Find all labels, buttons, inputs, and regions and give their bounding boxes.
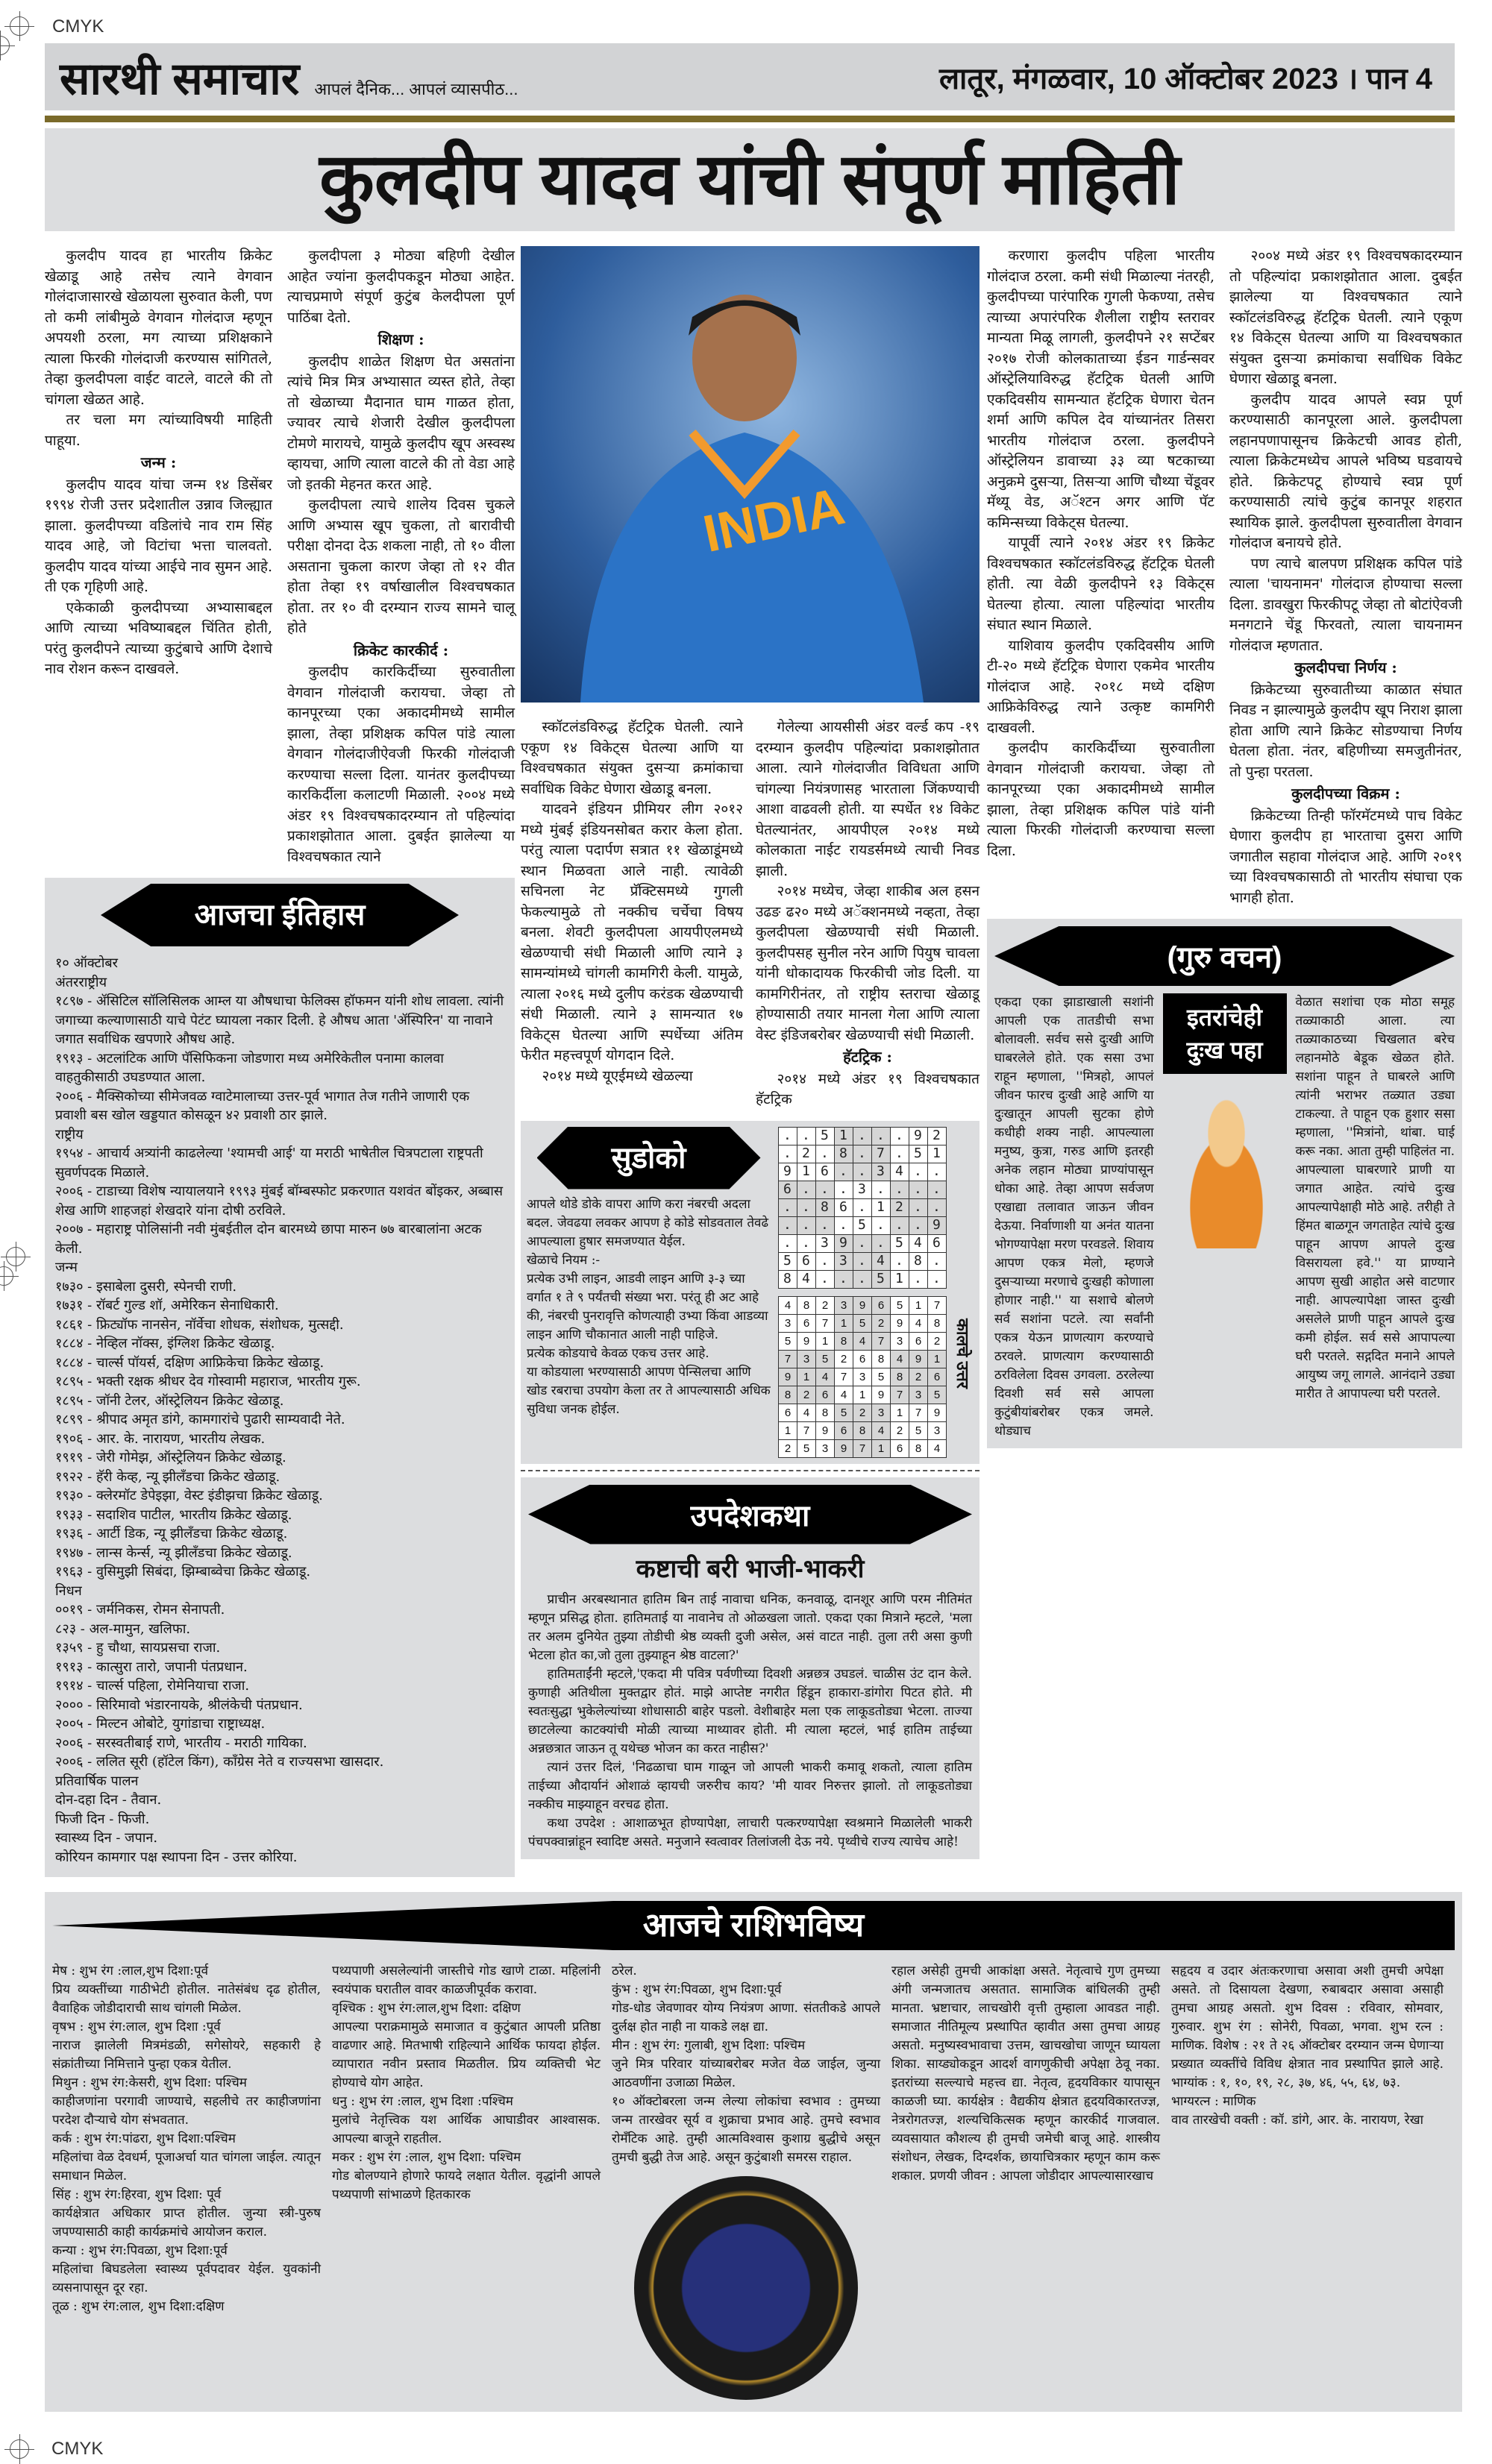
sudoku-cell: 3 [891, 1332, 909, 1350]
sudoku-cell: 8 [928, 1314, 947, 1332]
guru-banner [994, 926, 1455, 986]
sudoku-puzzle-row[interactable]: 916..34.. [783, 1163, 951, 1179]
article-column-2 [287, 246, 515, 867]
article-paragraph: कुलदीप कारकिर्दीच्या सुरुवातीला वेगवान गोलंदाजी करायचा. जेव्हा तो कानपूरच्या एका अकादमीमध्ये सामील झाला, तेव्हा प्रशिक्षक कपिल पांडे यांनी त्याला फिरकी गोलंदाजी करण्याचा सल्ला दिला. [987, 740, 1214, 859]
sudoku-cell: 4 [779, 1296, 797, 1314]
sudoku-cell: 1 [928, 1350, 947, 1368]
article-paragraph: पण त्याचे बालपण प्रशिक्षक कपिल पांडे त्याला 'चायनामन' गोलंदाज होण्याचा सल्ला दिला. डावखुरा फिरकीपटू जेव्हा तो बोटांऐवजी मनगटाने चेंडू फिरवतो, त्याला चायनामन गोलंदाज म्हणतात. [1229, 555, 1462, 654]
history-entry: १९१३ - अटलांटिक आणि पॅसिफिकना जोडणारा मध्य अमेरिकेतील पनामा कालवा वाहतुकीसाठी उघडण्यात आला. [55, 1050, 444, 1085]
sudoku-cell: 4 [891, 1350, 909, 1368]
history-entry: निधन [55, 1583, 82, 1599]
sudoku-puzzle-row[interactable]: ..51...92 [783, 1127, 951, 1143]
history-entry: १९१९ - जेरी गोमेझ, ऑस्ट्रेलियन क्रिकेट खेळाडू. [55, 1450, 286, 1465]
history-entry: १९३६ - आर्टी डिक, न्यू झीलँडचा क्रिकेट खेळाडू. [55, 1526, 288, 1541]
article-paragraph: २०१४ मध्ये अंडर १९ विश्वचषकात हॅटट्रिक [756, 1070, 979, 1107]
story-paragraph: त्यानं उत्तर दिलं, 'निढळाचा घाम गाळून जो आपली भाकरी कमावू शकतो, त्याला हातिम ताईच्या औदार्यानं ओशाळं व्हायची जरुरीच काय? 'मी यावर निरुत्तर झालो. तो लाकूडतोड्या नक्कीच माझ्याहून वरचढ होता. [528, 1759, 972, 1812]
sudoku-cell: 8 [835, 1332, 853, 1350]
sudoku-puzzle-row[interactable]: 6...3.... [783, 1181, 951, 1197]
history-entry: फिजी दिन - फिजी. [55, 1811, 150, 1827]
article-column-5 [987, 246, 1214, 861]
sudoku-cell: 6 [909, 1332, 928, 1350]
sudoku-cell: 2 [891, 1421, 909, 1439]
sudoku-cell: 6 [779, 1404, 797, 1421]
history-entry: २००६ - टाडाच्या विशेष न्यायालयाने १९९३ मुंबई बॉम्बस्फोट प्रकरणात यशवंत बोंइकर, अब्बास शेख आणि शाहजहां शेखदारे यांना दोषी ठरविले. [55, 1184, 504, 1219]
sudoku-cell: 8 [816, 1404, 835, 1421]
registration-mark [6, 1247, 25, 1266]
history-section [45, 878, 515, 1877]
sudoku-cell: 3 [928, 1421, 947, 1439]
history-entry: १९५४ - आचार्य अत्र्यांनी काढलेल्या 'श्यामची आई' या मराठी भाषेतील चित्रपटाला राष्ट्रपती सुवर्णपदक मिळाले. [55, 1145, 483, 1181]
sudoku-puzzle-row[interactable]: ....5...9 [783, 1216, 951, 1233]
history-entry: १८९९ - श्रीपाद अमृत डांगे, कामगारांचे पुढारी साम्यवादी नेते. [55, 1412, 345, 1427]
history-entry: १९४७ - लान्स केर्न्स, न्यू झीलँडचा क्रिकेट खेळाडू. [55, 1544, 292, 1561]
sudoku-cell: 6 [891, 1439, 909, 1457]
article-paragraph: क्रिकेटच्या सुरुवातीच्या काळात संघात निवड न झाल्यामुळे कुलदीप खूप निराश झाला होता आणि त्याने क्रिकेट सोडण्याचा निर्णय घेतला होता. नंतर, बहिणीच्या समजुतीनंतर, तो पुन्हा परतला. [1229, 681, 1462, 780]
section-subheading: कुलदीपच्या विक्रम : [1291, 785, 1400, 802]
upadesh-subtitle: कष्टाची बरी भाजी-भाकरी [636, 1554, 865, 1583]
sudoku-puzzle-row[interactable]: 84...51.. [783, 1270, 951, 1286]
section-subheading: जन्म : [140, 453, 177, 471]
sudoku-cell: 6 [853, 1350, 872, 1368]
history-entry: अंतरराष्ट्रीय [55, 974, 107, 990]
sudoku-cell: 4 [797, 1404, 816, 1421]
sudoku-cell: 7 [779, 1350, 797, 1368]
history-entry: २००७ - महाराष्ट्र पोलिसांनी नवी मुंबईतील दोन बारमध्ये छापा मारुन ७७ बारबालांना अटक केली. [55, 1222, 482, 1257]
history-entry: २००० - सिरिमावो भंडारनायके, श्रीलंकेची पंतप्रधान. [55, 1697, 303, 1713]
upadesh-banner [528, 1485, 972, 1544]
sudoku-intro: आपले थोडे डोके वापरा आणि करा नंबरची अदला बदल. जेवढया लवकर आपण हे कोडे सोडवताल तेवढे आपल्याला हुषार समजण्यात येईल. [527, 1196, 769, 1249]
sudoku-rule: प्रत्येक उभी लाइन, आडवी लाइन आणि ३-३ च्या वर्गात १ ते ९ पर्यंतची संख्या भरा. परंतू ही अट आहे की, नंबरची पुनरावृत्ति कोणत्याही उभ्या किंवा आडव्या लाइन आणि चौकानात आली नाही पाहिजे. [527, 1271, 768, 1342]
horoscope-col-2: पथ्यपाणी असलेल्यांनी जास्तीचे गोड खाणे टाळा. महिलांनी स्वयंपाक घरातील वावर काळजीपूर्वक करावा. वृश्चिक : शुभ रंग:लाल,शुभ दिशा: दक्षिण आपल्या पराक्रमामुळे समाजात व कुटुंबात आपली प्रतिष्ठा वाढणार आहे. मितभाषी राहिल्याने आर्थिक फायदा होईल. व्यापारात नवीन प्रस्ताव मिळतील. प्रिय व्यक्तिची भेट होण्याचे योग आहेत. धनु : शुभ रंग :लाल, शुभ दिशा :पश्चिम मुलांचे नेतृत्त्विक यश आर्थिक आघाडीवर आश्वासक. आपल्या बाजूने राहतील. मकर : शुभ रंग :लाल, शुभ दिशा: पश्चिम गोड बोलण्याने होणारे फायदे लक्षात येतील. वृद्धांनी आपले पथ्यपाणी सांभाळणे हितकारक [332, 1964, 601, 2202]
sudoku-cell: 7 [853, 1439, 872, 1457]
history-entry: ८२३ - अल-मामुन, खलिफा. [55, 1621, 191, 1637]
sudoku-cell: 1 [816, 1332, 835, 1350]
sudoku-cell: 1 [779, 1421, 797, 1439]
sudoku-cell: 3 [779, 1314, 797, 1332]
story-paragraph: हातिमताईंनी म्हटले,'एकदा मी पवित्र पर्वणीच्या दिवशी अन्नछत्र उघडलं. चाळीस उंट दान केले. कुणाही अतिथीला मुक्तद्वार होतं. माझे आप्तेष्ट नगरीत हिंडून हाकारा-डांगोरा पिटत होते. मी स्वतःसुद्धा भुकेलेल्यांच्या शोधासाठी बाहेर पडलो. वेशीबाहेर मला एक लाकूडतोड्या भेटला. ताज्या छाटलेल्या काटक्यांची मोळी त्याच्या माथ्यावर होती. मी त्याला म्हटलं, भाई हातिम ताईच्या अन्नछत्रात जाऊन तू यथेच्छ भोजन का करत नाहीस?' [528, 1666, 972, 1756]
article-paragraph: तर चला मग त्यांच्याविषयी माहिती पाहूया. [45, 412, 272, 449]
article-column-6 [1229, 246, 1462, 908]
article-paragraph: गेलेल्या आयसीसी अंडर वर्ल्ड कप -१९ दरम्यान कुलदीप पहिल्यांदा प्रकाशझोतात आला. त्याने गोलंदाजीत विविधता आणि चांगल्या नियंत्रणासह भारताला जिंकण्याची आशा वाढवली होती. या स्पर्धेत १४ विकेट घेतल्यानंतर, आयपीएल २०१४ मध्ये कोलकाता नाईट रायडर्समध्ये त्याची निवड झाली. [756, 719, 979, 879]
sudoku-rule: प्रत्येक कोडयाचे केवळ एकच उत्तर आहे. [527, 1345, 709, 1361]
story-moral: कथा उपदेश : आशाळभूत होण्यापेक्षा, लाचारी पत्करण्यापेक्षा स्वश्रमाने मिळालेली भाकरी पंचपक्वान्नांहून स्वादिष्ट असते. मनुजाने स्वत्वावर तिलांजली देऊ नये. पृथ्वीचे राज्य त्याचेच आहे! [528, 1815, 972, 1849]
zodiac-wheel-image [634, 2176, 858, 2400]
story-paragraph: प्राचीन अरबस्थानात हातिम बिन ताई नावाचा धनिक, कनवाळू, दानशूर आणि परम नीतिमंत म्हणून प्रसिद्ध होता. हातिमताई या नावानेच तो ओळखला जातो. एकदा एका मित्राने म्हटले, 'मला तर अलम दुनियेत तुझ्या तोडीची श्रेष्ठ व्यक्ती दुजी असेल, असं वाटत नाही. तुला तरी असा कुणी भेटला होत का,जो तुला तुझ्याहून श्रेष्ठ वाटला?' [528, 1591, 972, 1663]
registration-mark [0, 1266, 13, 1286]
history-entry: १९०६ - आर. के. नारायण, भारतीय लेखक. [55, 1430, 266, 1447]
article-paragraph: कुलदीपला ३ मोठ्या बहिणी देखील आहेत ज्यांना कुलदीपकडून मोठ्या आहेत. त्याचप्रमाणे संपूर्ण कुटुंब केलदीपला पूर्ण पाठिंबा देतो. [287, 248, 515, 326]
registration-mark [10, 2439, 29, 2459]
article-paragraph: करणारा कुलदीप पहिला भारतीय गोलंदाज ठरला. कमी संधी मिळाल्या नंतरही, कुलदीपच्या पारंपारिक गुगली फेकण्या, तसेच त्याच्या अपारंपरिक शैलीला राष्ट्रीय स्तरावर मान्यता मिळू लागली, कुलदीपने २१ सप्टेंबर २०१७ रोजी कोलकाताच्या ईडन गार्डन्सवर ऑस्ट्रेलियाविरुद्ध हॅटट्रिक घेतली आणि एकदिवसीय सामन्यात हॅटट्रिक घेणारा चेतन शर्मा आणि कपिल देव यांच्यानंतर तिसरा भारतीय गोलंदाज ठरला. कुलदीपने ऑस्ट्रेलियन डावाच्या ३३ व्या षटकाच्या अनुक्रमे दुसऱ्या, तिसऱ्या आणि चौथ्या चेंडूवर मॅथ्यू वेड, अॅश्टन अगर आणि पॅट कमिन्सच्या विकेट्स घेतल्या. [987, 248, 1214, 531]
sudoku-cell: 2 [816, 1296, 835, 1314]
sudoku-cell: 1 [891, 1404, 909, 1421]
sudoku-cell: 4 [909, 1314, 928, 1332]
sudoku-cell: 7 [872, 1332, 891, 1350]
sudoku-cell: 6 [797, 1314, 816, 1332]
sudoku-cell: 1 [797, 1368, 816, 1386]
sudoku-cell: 3 [816, 1439, 835, 1457]
headline: कुलदीप यादव यांची संपूर्ण माहिती [319, 139, 1180, 219]
sudoku-cell: 3 [853, 1368, 872, 1386]
history-entry: १९६३ - वुसिमुझी सिबंदा, झिम्बाब्वेचा क्रिकेट खेळाडू. [55, 1564, 311, 1580]
sudoku-cell: 2 [779, 1439, 797, 1457]
page-body [45, 246, 1462, 2464]
article-paragraph: याशिवाय कुलदीप एकदिवसीय आणि टी-२० मध्ये हॅटट्रिक घेणारा एकमेव भारतीय गोलंदाज आहे. २०१८ मध्ये दक्षिण आफ्रिकेविरुद्ध त्याने उत्कृष्ट कामगिरी दाखवली. [987, 637, 1214, 736]
history-entry: १८६१ - फ्रिट्यॉफ नानसेन, नॉर्वेचा शोधक, संशोधक, मुत्सद्दी. [55, 1316, 344, 1333]
sudoku-cell: 9 [891, 1314, 909, 1332]
horoscope-banner [52, 1901, 1455, 1950]
horoscope-title: आजचे राशिभविष्य [642, 1907, 865, 1943]
article-paragraph: क्रिकेटच्या तिन्ही फॉरमॅटमध्ये पाच विकेट घेणारा कुलदीप हा भारताचा दुसरा आणि जगातील सहावा गोलंदाज आहे. आणि २०१९ च्या विश्वचषकासाठी तो भारतीय संघाचा एक भागही होता. [1229, 807, 1462, 906]
jersey-text: INDIA [698, 477, 850, 564]
middle-zone [521, 246, 979, 1859]
guru-title: (गुरु वचन) [1167, 941, 1282, 974]
sudoku-rule: या कोडयाला भरण्यासाठी आपण पेन्सिलचा आणि खोड रबराचा उपयोग केला तर ते आपल्यासाठी अधिक सुविधा जनक होईल. [527, 1364, 771, 1417]
sudoku-cell: 9 [909, 1350, 928, 1368]
horoscope-col-5: सहृदय व उदार अंतःकरणाचा असावा अशी तुमची अपेक्षा असते. तो दिसायला देखणा, रुबाबदार असावा असाही तुमचा आग्रह असतो. शुभ दिवस : रविवार, सोमवार, गुरुवार. शुभ रंग : सोनेरी, पिवळा, भगवा. शुभ रत्न : माणिक. विशेष : २१ ते २६ ऑक्टोबर दरम्यान जन्म घेणाऱ्या प्रख्यात व्यक्तींचे विविध क्षेत्रात नाव प्रस्थापित झाले आहे. भाग्यांक : १, १०, १९, २८, ३७, ४६, ५५, ६४, ७३. भाग्यरत्न : माणिक वाव तारखेची वक्ती : कॉ. डांगे, आर. के. नारायण, रेखा [1171, 1964, 1444, 2128]
sudoku-puzzle-row[interactable]: ..86.12.. [783, 1198, 951, 1215]
article-paragraph: एकेकाळी कुलदीपच्या अभ्यासाबद्दल आणि त्याच्या भविष्याबद्दल चिंतित होती, परंतु कुलदीपने त्याच्या कुटुंबाचे आणि देशाचे नाव रोशन करून दाखवले. [45, 599, 272, 677]
newspaper-logo: सारथी समाचार [60, 54, 300, 104]
sudoku-cell: 7 [909, 1404, 928, 1421]
right-zone [987, 246, 1462, 1448]
history-title: आजचा ईतिहास [194, 899, 366, 931]
sudoku-cell: 4 [872, 1421, 891, 1439]
callout-box: इतरांचेही दुःख पहा [1163, 993, 1287, 1074]
guru-text-right: वेळात सशांचा एक मोठा समूह तळ्याकाठी आला. त्या तळ्याकाठच्या चिखलात बरेच लहानमोठे बेडूक खेळत होते. सशांना पाहून ते घाबरले आणि त्यांनी भराभर तळ्यात उड्या टाकल्या. ते पाहून एक हुशार ससा म्हणाला, ''मित्रांनो, थांबा. घाई करू नका. आता तुम्ही पाहिलंत ना. आपल्याला घाबरणारे प्राणी या जगात आहेत. त्यांचे दुःख आपल्यापेक्षाही मोठे आहे. तरीही ते हिंमत बाळगून जगताहेत त्यांचे दुःख पाहून आपण आपले दुःख विसरायला हवे.'' या प्राण्याने आपण सुखी आहोत असे वाटणार नाही. आपल्यापेक्षा जास्त दुःखी असलेले प्राणी पाहून आपले दुःख कमी होईल. सर्व ससे आपापल्या घरी परतले. सद्गदित मनाने आपले आयुष्य जगू लागले. आनंदाने उड्या मारीत ते आपापल्या घरी परतले. [1295, 995, 1455, 1401]
sudoku-cell: 3 [909, 1386, 928, 1404]
article-paragraph: कुलदीपला त्याचे शालेय दिवस चुकले आणि अभ्यास खूप चुकला, तो बारावीची परीक्षा दोनदा देऊ शकला नाही, तो १० वीला असताना चुकला कारण जेव्हा तो १२ वीत होता तेव्हा १९ वर्षाखालील विश्वचषकात होता. तर १० वी दरम्यान राज्य सामने चालू होते [287, 497, 515, 636]
history-entry: दोन-दहा दिन - तैवान. [55, 1792, 162, 1808]
article-column-4 [756, 717, 979, 1110]
history-entry: प्रतिवार्षिक पालन [55, 1773, 139, 1789]
history-entry: ००१९ - जर्मनिकस, रोमन सेनापती. [55, 1602, 225, 1618]
headline-box [45, 128, 1455, 231]
upadesh-section [521, 1477, 979, 1859]
registration-mark [10, 16, 29, 36]
history-entry: १८९५ - भक्ती रक्षक श्रीधर देव गोस्वामी महाराज, भारतीय गुरू. [55, 1374, 361, 1389]
history-entry: १८९५ - जॉनी टेलर, ऑस्ट्रेलियन क्रिकेट खेळाडू. [55, 1392, 284, 1409]
guru-vachan-section [987, 919, 1462, 1448]
sudoku-cell: 5 [816, 1350, 835, 1368]
horoscope-col-1: मेष : शुभ रंग :लाल,शुभ दिशा:पूर्व प्रिय व्यक्तींच्या गाठीभेटी होतील. नातेसंबंध दृढ होतील, वैवाहिक जोडीदाराची साथ चांगली मिळेल. वृषभ : शुभ रंग:लाल, शुभ दिशा :पूर्व नाराज झालेली मित्रमंडळी, सगेसोयरे, सहकारी हे संक्रांतीच्या निमित्ताने पुन्हा एकत्र येतील. मिथुन : शुभ रंग:केसरी, शुभ दिशा: पश्चिम काहीजणांना परगावी जाण्याचे, सहलीचे तर काहीजणांना परदेश दौऱ्याचे योग संभवतात. कर्क : शुभ रंग:पांढरा, शुभ दिशा:पश्चिम महिलांचा वेळ देवधर्म, पूजाअर्चा यात चांगला जाईल. त्यातून समाधान मिळेल. सिंह : शुभ रंग:हिरवा, शुभ दिशा: पूर्व कार्यक्षेत्रात अधिकार प्राप्त होतील. जुन्या स्त्री-पुरुष जपण्यासाठी काही कार्यक्रमांचे आयोजन कराल. कन्या : शुभ रंग:पिवळा, शुभ दिशा:पूर्व महिलांचा बिघडलेला स्वास्थ्य पूर्वपदावर येईल. युवकांनी व्यसनापासून दूर रहा. तूळ : शुभ रंग:लाल, शुभ दिशा:दक्षिण [52, 1964, 321, 2314]
guru-text-left: एकदा एका झाडाखाली सशांनी आपली एक तातडीची सभा बोलावली. सर्वच ससे दुःखी आणि घाबरलेले होते. एक ससा उभा राहून म्हणाला, ''मित्रहो, आपलं जीवन फारच दुःखी आहे आणि या दुःखातून आपली सुटका होणे कधीही शक्य नाही. आपल्याला मनुष्य, कुत्रा, गरुड आणि इतरही अनेक लहान मोठ्या प्राण्यांपासून धोका आहे. तेव्हा आपण सर्वजण एखाद्या तलावात जाऊन जीवन देऊया. निर्वाणाशी या अनंत यातना भोगण्यापेक्षा मरण परवडले. शिवाय आपण एकत्र मेलो, म्हणजे दुसऱ्याच्या मरणाचे दुःखही कोणाला होणार नाही.'' या सशाचे बोलणे सर्व सशांना पटले. त्या सर्वांनी एकत्र येऊन प्राणत्याग करण्याचे ठरवले. प्राणत्याग करण्यासाठी ठरविलेला दिवस उगवला. ठरलेल्या दिवशी सर्व ससे आपला कुटुंबीयांबरोबर एकत्र जमले. थोड्याच [994, 995, 1154, 1439]
sudoku-cell: 7 [797, 1421, 816, 1439]
sudoku-cell: 9 [779, 1368, 797, 1386]
history-entry: २००५ - मिल्टन ओबोटे, युगांडाचा राष्ट्राध्यक्ष. [55, 1716, 266, 1732]
history-entry: १८९७ - ॲसिटिल सॉलिसिलक आम्ल या औषधाचा फेलिक्स हॉफमन यांनी शोध लावला. त्यांनी जगाच्या कल्याणासाठी याचे पेटंट घ्यायला नकार दिली. हे औषध आता 'ॲस्पिरिन' या नावाने जगात सर्वाधिक खपणारे औषध आहे. [55, 993, 504, 1047]
masthead [45, 43, 1455, 110]
sudoku-cell: 6 [816, 1386, 835, 1404]
article-paragraph: यादवने इंडियन प्रीमियर लीग २०१२ मध्ये मुंबई इंडियनसोबत करार केला होता. परंतु त्याला पदार्पण सत्रात ११ खेळाडूंमध्ये स्थान मिळवता आले नाही. त्यावेळी सचिनला नेट प्रॅक्टिसमध्ये गुगली फेकल्यामुळे तो नक्कीच चर्चेचा विषय बनला. शेवटी कुलदीपला आयपीएलमध्ये खेळण्याची संधी मिळाली आणि त्याने ३ सामन्यांमध्ये चांगली कामगिरी केली. यामुळे, त्याला २०१६ मध्ये दुलीप करंडक खेळण्याची संधी मिळाली. त्याने ३ सामन्यात १७ विकेट्स घेतल्या आणि स्पर्धेच्या अंतिम फेरीत महत्त्वपूर्ण योगदान दिले. [521, 801, 743, 1063]
cmyk-mark: CMYK [52, 16, 104, 37]
sudoku-cell: 3 [835, 1296, 853, 1314]
sudoku-cell: 4 [928, 1439, 947, 1457]
sudoku-cell: 3 [797, 1350, 816, 1368]
sudoku-cell: 5 [909, 1421, 928, 1439]
horoscope-col-4: रहाल असेही तुमची आकांक्षा असते. नेतृत्वाचे गुण तुमच्या अंगी जन्मजातच असतात. सामाजिक बांधिलकी तुम्ही मानता. भ्रष्टाचार, लाचखोरी वृत्ती तुम्हाला आवडत नाही. समाजात नीतिमूल्य प्रस्थापित व्हावीत असा तुमचा आग्रह असतो. मनुष्यस्वभावाचा उत्तम, खाचखोचा जाणून घ्यायला शिका. साय्ड्योकडून आदर्श वागणुकीची अपेक्षा ठेवू नका. इतरांच्या सल्ल्याचे महत्त्व द्या. नेतृत्व, हृदयविकार यापासून काळजी घ्या. कार्यक्षेत्र : वैद्यकीय क्षेत्रात हृदयविकारतज्ज्ञ, नेत्ररोगतज्ज्ञ, शल्यचिकित्सक म्हणून कारकीर्द गाजवाल. व्यवसायात कौशल्य ही तुमची जमेची बाजू आहे. शास्त्रीय संशोधन, लेखक, दिग्दर्शक, छायाचित्रकार म्हणून काम करू शकाल. प्रणयी जीवन : आपला जोडीदार आपल्यासारखाच [891, 1964, 1160, 2184]
sudoku-cell: 5 [779, 1332, 797, 1350]
sudoku-cell: 7 [891, 1386, 909, 1404]
sudoku-cell: 2 [909, 1368, 928, 1386]
horoscope-col-3: ठरेल. कुंभ : शुभ रंग:पिवळा, शुभ दिशा:पूर्व गोड-धोड जेवणावर योग्य नियंत्रण आणा. संततीकडे आपले दुर्लक्ष होत नाही ना याकडे लक्ष द्या. मीन : शुभ रंग: गुलाबी, शुभ दिशा: पश्चिम जुने मित्र परिवार यांच्याबरोबर मजेत वेळ जाईल, जुन्या आठवणींना उजाळा मिळेल. १० ऑक्टोबरला जन्म लेल्या लोकांचा स्वभाव : तुमच्या जन्म तारखेवर सूर्य व शुक्राचा प्रभाव आहे. तुमचे स्वभाव रोमँटिक आहे. तुम्ही आत्मविश्वास कुशाग्र बुद्धीचे असून तुमची बुद्धी तेज आहे. असून कुटुंबाशी समरस राहाल. [612, 1964, 880, 2165]
sudoku-banner [537, 1127, 761, 1189]
history-entry: १९२२ - हॅरी केव्ह, न्यू झीलँडचा क्रिकेट खेळाडू. [55, 1468, 280, 1485]
registration-mark [0, 36, 10, 55]
sudoku-cell: 5 [835, 1404, 853, 1421]
sudoku-cell: 4 [816, 1368, 835, 1386]
sudoku-rules-title: खेळाचे नियम :- [527, 1252, 601, 1268]
sudoku-answer-grid [778, 1296, 947, 1458]
sudoku-cell: 2 [835, 1350, 853, 1368]
sudoku-cell: 7 [928, 1296, 947, 1314]
article-paragraph: कुलदीप शाळेत शिक्षण घेत असतांना त्यांचे मित्र मित्र अभ्यासात व्यस्त होते, तेव्हा तो खेळाच्या मैदानात घाम गाळत होता, ज्यावर त्याचे शेजारी देखील कुलदीपला टोमणे मारायचे, यामुळे कुलदीप खूप अस्वस्थ व्हायचा, आणि त्याला वाटले की तो वेडा आहे जो इतकी मेहनत करत आहे. [287, 353, 515, 493]
answer-label: कालचे उत्तर [953, 1318, 972, 1389]
article-paragraph: २००४ मध्ये अंडर १९ विश्वचषकादरम्यान तो पहिल्यांदा प्रकाशझोतात आला. दुबईत झालेल्या या विश्वचषकात त्याने स्कॉटलंडविरुद्ध हॅटट्रिक घेतली. त्याने एकूण १४ विकेट्स घेतल्या आणि या विश्वचषकात संयुक्त दुसऱ्या क्रमांकाचा सर्वाधिक विकेट घेणारा खेळाडू बनला. [1229, 248, 1462, 387]
sudoku-cell: 6 [872, 1296, 891, 1314]
sudoku-cell: 5 [928, 1386, 947, 1404]
divider [45, 116, 1455, 122]
section-subheading: शिक्षण : [377, 330, 424, 348]
article-column-3 [521, 717, 743, 1087]
sudoku-cell: 9 [816, 1421, 835, 1439]
history-entry: २००६ - ललित सूरी (हॉटेल किंग), कॉंग्रेस नेते व राज्यसभा खासदार. [55, 1754, 384, 1770]
sudoku-cell: 2 [853, 1404, 872, 1421]
history-entry: २००६ - मैक्सिकोच्या सीमेजवळ ग्वाटेमालाच्या उत्तर-पूर्व भागात तेज गतीने जाणारी एक प्रवाशी बस खोल खड्डयात कोसळून ४२ प्रवाशी ठार झाले. [55, 1088, 470, 1123]
sudoku-cell: 8 [891, 1368, 909, 1386]
article-paragraph: कुलदीप यादव यांचा जन्म १४ डिसेंबर १९९४ रोजी उत्तर प्रदेशातील उन्नाव जिल्ह्यात झाला. कुलदीपच्या वडिलांचे नाव राम सिंह यादव आहे, जो विटांचा भत्ता चालवतो. कुलदीप यादव यांच्या आईचे नाव सुमन आहे. ती एक गृहिणी आहे. [45, 476, 272, 595]
history-entry: १७३१ - रॉबर्ट गुल्ड शॉ, अमेरिकन सेनाधिकारी. [55, 1298, 279, 1313]
sudoku-cell: 2 [797, 1386, 816, 1404]
divider [521, 1470, 979, 1471]
cricketer-illustration [521, 246, 979, 703]
history-entry: १८८४ - चार्ल्स पॉयर्स, दक्षिण आफ्रिकेचा क्रिकेट खेळाडू. [55, 1354, 325, 1371]
sudoku-cell: 2 [928, 1332, 947, 1350]
history-entry: स्वास्थ्य दिन - जपान. [55, 1830, 158, 1846]
tagline: आपलं दैनिक... आपलं व्यासपीठ... [314, 80, 518, 98]
sudoku-cell: 5 [872, 1368, 891, 1386]
history-list [55, 954, 504, 1867]
cmyk-mark-bottom: CMYK [51, 2439, 104, 2459]
sudoku-cell: 4 [835, 1386, 853, 1404]
sudoku-cell: 1 [909, 1296, 928, 1314]
article-paragraph: कुलदीप कारकिर्दीच्या सुरुवातीला वेगवान गोलंदाजी करायचा. जेव्हा तो कानपूरच्या एका अकादमीमध्ये सामील झाला, तेव्हा प्रशिक्षक कपिल पांडे त्याला वेगवान गोलंदाजीऐवजी फिरकी गोलंदाजी करण्याचा सल्ला दिला. यानंतर कुलदीपच्या कारकिर्दीला कलाटणी मिळाली. २००४ मध्ये अंडर १९ विश्वचषकादरम्यान तो पहिल्यांदा प्रकाशझोतात आला. दुबईत झालेल्या या विश्वचषकात त्याने [287, 664, 515, 865]
sudoku-cell: 7 [816, 1314, 835, 1332]
history-entry: १९१३ - कात्सुरा तारो, जपानी पंतप्रधान. [55, 1659, 248, 1675]
sudoku-cell: 5 [891, 1296, 909, 1314]
sudoku-puzzle-row[interactable]: .2.8.7.51 [783, 1145, 951, 1161]
sudoku-cell: 4 [853, 1332, 872, 1350]
sudoku-cell: 9 [872, 1386, 891, 1404]
sudoku-cell: 2 [872, 1314, 891, 1332]
kuldeep-yadav-photo [521, 246, 979, 703]
history-banner [101, 884, 459, 946]
upadesh-title: उपदेशकथा [690, 1499, 810, 1533]
article-paragraph: २०१४ मध्ये यूएईमध्ये खेळल्या [542, 1067, 693, 1084]
sudoku-cell: 1 [853, 1386, 872, 1404]
sudoku-cell: 1 [872, 1439, 891, 1457]
sudoku-section [521, 1121, 979, 1464]
sudoku-cell: 9 [797, 1332, 816, 1350]
history-entry: २००६ - सरस्वतीबाई राणे, भारतीय - मराठी गायिका. [55, 1735, 307, 1751]
left-zone [45, 246, 515, 1877]
sudoku-cell: 5 [797, 1439, 816, 1457]
horoscope-section [45, 1892, 1462, 2412]
sudoku-cell: 8 [779, 1386, 797, 1404]
sudoku-cell: 9 [928, 1404, 947, 1421]
sudoku-title: सुडोको [611, 1141, 686, 1175]
article-paragraph: कुलदीप यादव आपले स्वप्न पूर्ण करण्यासाठी कानपूरला आले. कुलदीपला लहानपणापासूनच क्रिकेटची आवड होती, त्याला क्रिकेटमध्येच आपले भविष्य घडवायचे होते. क्रिकेटपटू होण्याचे स्वप्न पूर्ण करण्यासाठी त्यांचे कुटुंब कानपूर शहरात स्थायिक झाले. कुलदीपला सुरुवातीला वेगवान गोलंदाज बनायचे होते. [1229, 391, 1462, 551]
sudoku-cell: 8 [872, 1350, 891, 1368]
article-paragraph: २०१४ मध्येच, जेव्हा शाकीब अल हसन उढङ ढ२० मध्ये अॅक्शनमध्ये नव्हता, तेव्हा कुलदीपला खेळण्याची संधी मिळाली. कुलदीपसह सुनील नरेन आणि पियुष चावला यांनी धोकादायक फिरकीची जोड दिली. या कामगिरीनंतर, तो राष्ट्रीय स्तराचा खेळाडू होण्यासाठी तयार मानला गेला आणि त्याला वेस्ट इंडिजबरोबर खेळण्याची संधी मिळाली. [756, 883, 979, 1043]
sudoku-cell: 7 [835, 1368, 853, 1386]
sudoku-cell: 6 [835, 1421, 853, 1439]
history-entry: राष्ट्रीय [55, 1126, 84, 1143]
sudoku-cell: 8 [797, 1296, 816, 1314]
sudoku-puzzle-row[interactable]: ..39..546 [783, 1234, 951, 1251]
sudoku-cell: 6 [928, 1368, 947, 1386]
sudoku-cell: 9 [835, 1439, 853, 1457]
history-entry: १९३३ - सदाशिव पाटील, भारतीय क्रिकेट खेळाडू. [55, 1506, 292, 1523]
article-paragraph: स्कॉटलंडविरुद्ध हॅटट्रिक घेतली. त्याने एकूण १४ विकेट्स घेतल्या आणि या विश्वचषकात संयुक्त दुसऱ्या क्रमांकाचा सर्वाधिक विकेट घेणारा खेळाडू बनला. [521, 719, 743, 797]
section-subheading: क्रिकेट कारकीर्द : [353, 641, 449, 659]
history-entry: कोरियन कामगार पक्ष स्थापना दिन - उत्तर कोरिया. [55, 1849, 298, 1865]
history-entry: १३५९ - हु चौथा, सायप्रसचा राजा. [55, 1640, 221, 1656]
section-subheading: हॅटट्रिक : [843, 1048, 892, 1066]
history-entry: १८८४ - नेव्हिल नॉक्स, इंग्लिश क्रिकेट खेळाडू. [55, 1336, 275, 1351]
sudoku-cell: 8 [909, 1439, 928, 1457]
sudoku-cell: 1 [835, 1314, 853, 1332]
article-paragraph: यापूर्वी त्याने २०१४ अंडर १९ क्रिकेट विश्वचषकात स्कॉटलंडविरुद्ध हॅटट्रिक घेतली होती. त्या वेळी कुलदीपने १३ विकेट्स घेतल्या होत्या. त्याला पहिल्यांदा भारतीय संघात स्थान मिळाले. [987, 535, 1214, 633]
history-entry: १९३० - क्लेरमॉट डेपेइझा, वेस्ट इंडीझचा क्रिकेट खेळाडू. [55, 1488, 323, 1503]
history-entry: जन्म [55, 1260, 78, 1275]
sudoku-cell: 3 [872, 1404, 891, 1421]
sudoku-puzzle-row[interactable]: 56.3.4.8. [783, 1252, 951, 1269]
sage-illustration [1163, 1084, 1290, 1248]
sudoku-puzzle[interactable] [778, 1127, 951, 1289]
dateline: लातूर, मंगळवार, 10 ऑक्टोबर 2023 । पान 4 [938, 62, 1432, 95]
article-paragraph: कुलदीप यादव हा भारतीय क्रिकेट खेळाडू आहे तसेच त्याने वेगवान गोलंदाजासारखे खेळायला सुरुवात केली, पण तो कमी लांबीमुळे वेगवान गोलंदाज म्हणून अपयशी ठरला, मग त्याच्या प्रशिक्षकाने त्याला फिरकी गोलंदाजी करण्यास सांगितले, तेव्हा कुलदीपला वाईट वाटले, वाटले की तो चांगला खेळत आहे. [45, 248, 272, 408]
sudoku-cell: 9 [853, 1296, 872, 1314]
history-entry: १९१४ - चार्ल्स पहिला, रोमेनियाचा राजा. [55, 1678, 250, 1694]
sudoku-cell: 8 [853, 1421, 872, 1439]
history-entry: १७३० - इसाबेला दुसरी, स्पेनची राणी. [55, 1278, 237, 1295]
history-entry: १० ऑक्टोबर [55, 955, 119, 971]
section-subheading: कुलदीपचा निर्णय : [1294, 659, 1397, 676]
sudoku-cell: 5 [853, 1314, 872, 1332]
article-column-1 [45, 246, 272, 680]
